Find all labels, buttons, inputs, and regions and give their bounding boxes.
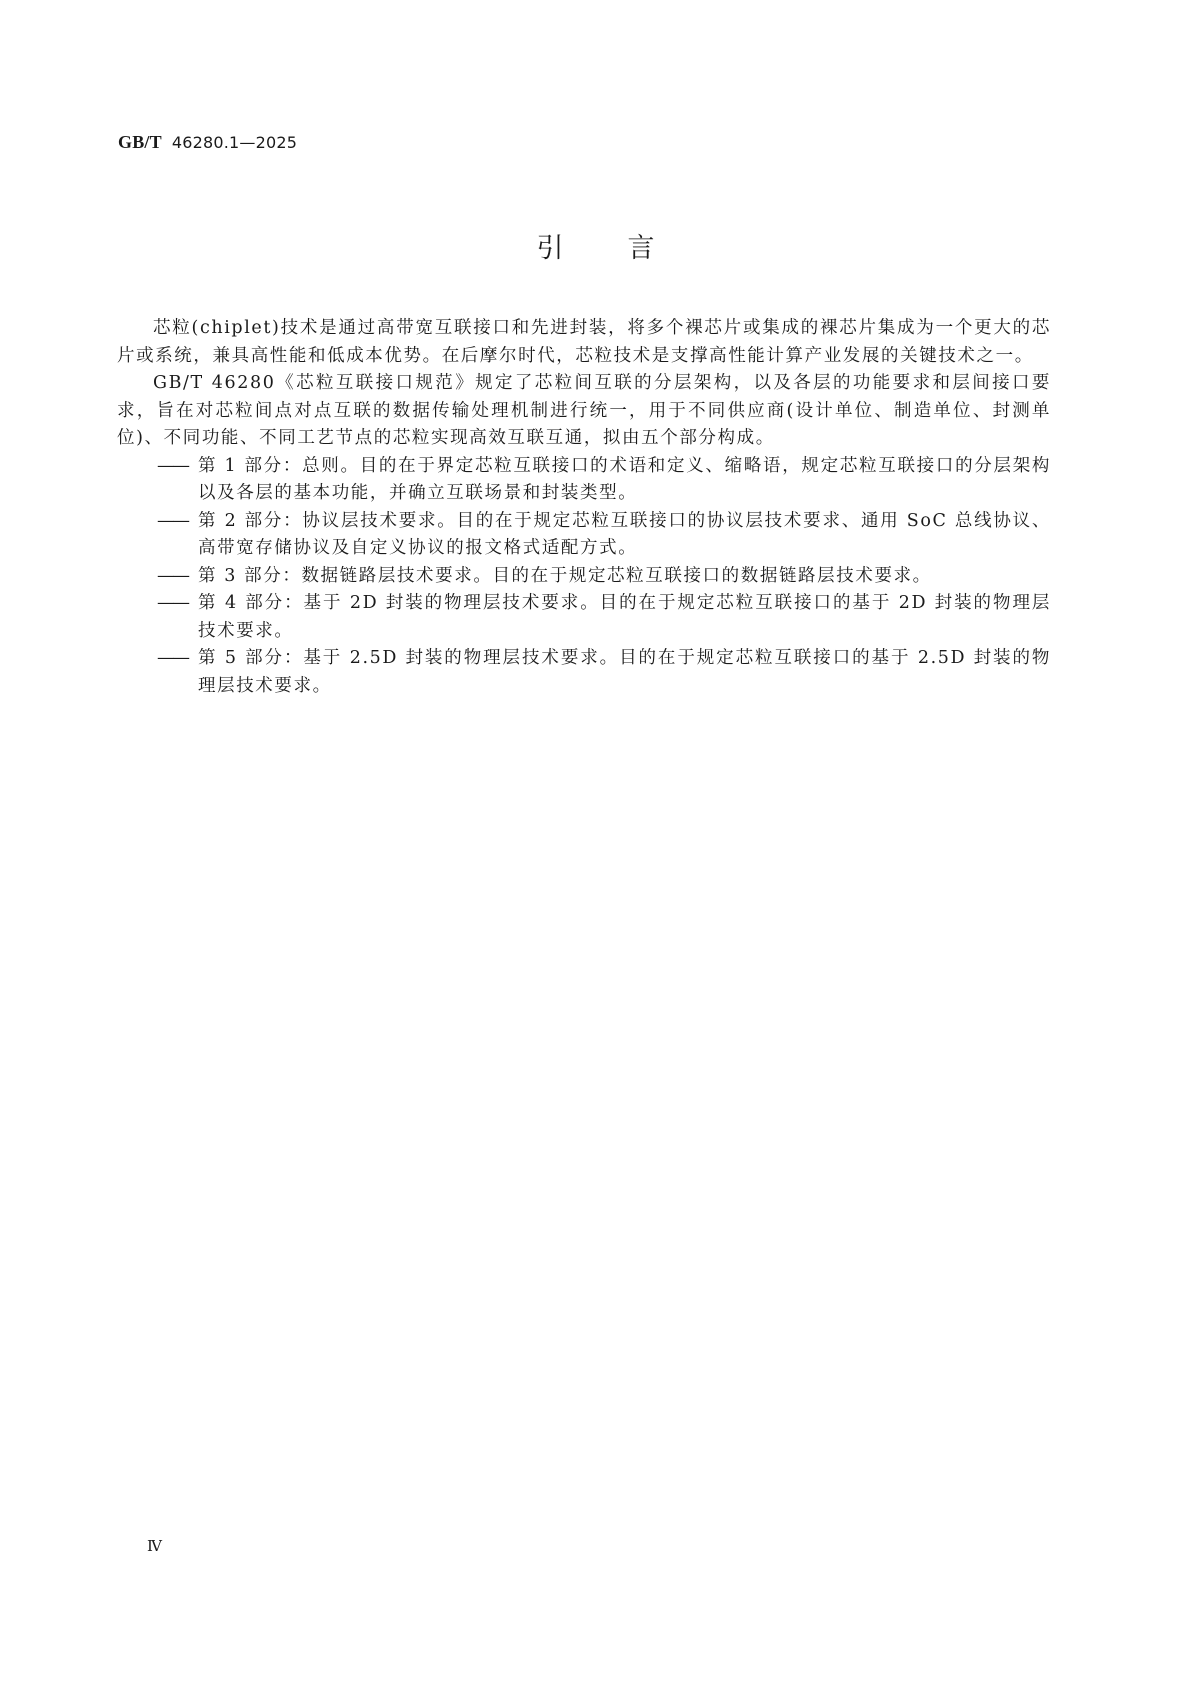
standard-header <box>118 132 297 153</box>
list-item-part-5 <box>117 645 1051 700</box>
paragraph-standard-overview: GB/T 46280《芯粒互联接口规范》规定了芯粒间互联的分层架构，以及各层的功能要求和层间接口要求，旨在对芯粒间点对点互联的数据传输处理机制进行统一，用于不同供应商(设计单位、制造单位、封测单位)、不同功能、不同工艺节点的芯粒实现高效互联互通，拟由五个部分构成。 <box>117 373 1051 448</box>
section-title-char-1: 引 <box>536 233 564 264</box>
section-title-char-2: 言 <box>627 233 655 264</box>
list-dash: —— <box>157 565 188 586</box>
list-item-part-3 <box>117 563 1051 591</box>
page-number: Ⅳ <box>147 1539 162 1555</box>
document-body <box>117 315 1051 700</box>
list-dash: —— <box>157 455 188 476</box>
list-item-part-2 <box>117 508 1051 563</box>
list-dash: —— <box>157 593 188 613</box>
list-item-part-1 <box>117 453 1051 508</box>
standard-prefix: GB/T <box>118 132 162 152</box>
list-item-text: 第 2 部分：协议层技术要求。目的在于规定芯粒互联接口的协议层技术要求、通用 SoC 总线协议、高带宽存储协议及自定义协议的报文格式适配方式。 <box>198 510 1051 558</box>
list-item-part-4 <box>117 590 1051 645</box>
list-item-text: 第 5 部分：基于 2.5D 封装的物理层技术要求。目的在于规定芯粒互联接口的基于 2.5D 封装的物理层技术要求。 <box>198 648 1051 696</box>
list-item-text: 第 1 部分：总则。目的在于界定芯粒互联接口的术语和定义、缩略语，规定芯粒互联接口的分层架构以及各层的基本功能，并确立互联场景和封装类型。 <box>198 455 1051 503</box>
section-title <box>0 226 1191 265</box>
list-dash: —— <box>157 510 188 531</box>
paragraph-chiplet-intro: 芯粒(chiplet)技术是通过高带宽互联接口和先进封装，将多个裸芯片或集成的裸芯片集成为一个更大的芯片或系统，兼具高性能和低成本优势。在后摩尔时代，芯粒技术是支撑高性能计算产业发展的关键技术之一。 <box>117 318 1051 366</box>
list-dash: —— <box>157 648 188 668</box>
standard-number: 46280.1—2025 <box>171 133 298 152</box>
list-item-text: 第 4 部分：基于 2D 封装的物理层技术要求。目的在于规定芯粒互联接口的基于 2D 封装的物理层技术要求。 <box>198 593 1051 641</box>
list-item-text: 第 3 部分：数据链路层技术要求。目的在于规定芯粒互联接口的数据链路层技术要求。 <box>198 565 932 586</box>
